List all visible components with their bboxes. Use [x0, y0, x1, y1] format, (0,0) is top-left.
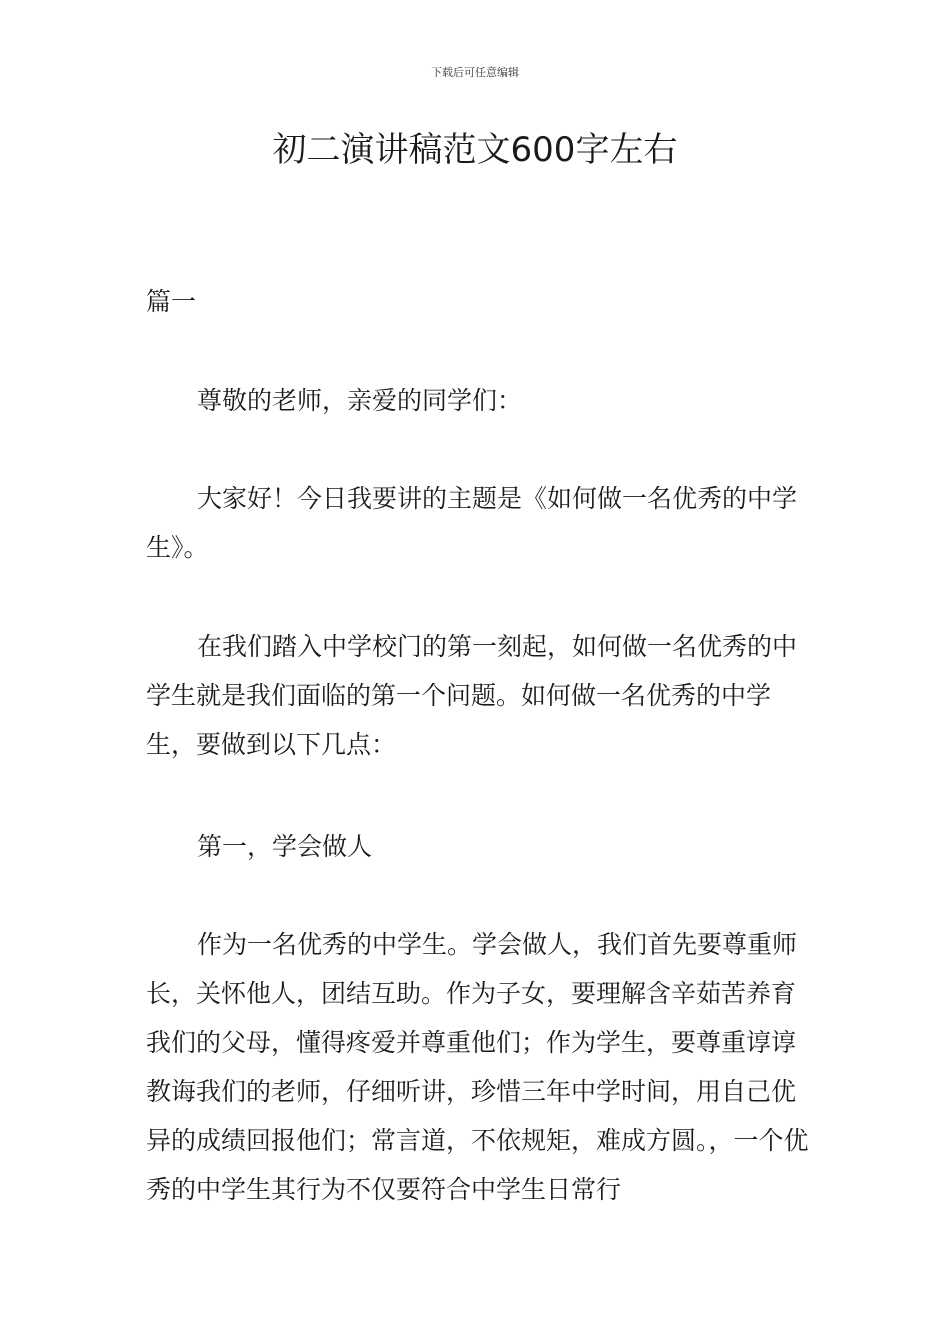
page-header-note: 下载后可任意编辑: [431, 66, 519, 79]
paragraph-body: 作为一名优秀的中学生。学会做人，我们首先要尊重师长，关怀他人，团结互助。作为子女，要理解含辛茹苦养育我们的父母，懂得疼爱并尊重他们；作为学生，要尊重谆谆教诲我们的老师，仔细听讲，珍惜三年中学时间，用自己优异的成绩回报他们；常言道，不依规矩，难成方圆。，一个优秀的中学生其行为不仅要符合中学生日常行: [146, 930, 809, 1204]
paragraph-greeting: 尊敬的老师，亲爱的同学们：: [197, 386, 523, 415]
paragraph-question: 在我们踏入中学校门的第一刻起，如何做一名优秀的中学生就是我们面临的第一个问题。如何做一名优秀的中学生，要做到以下几点：: [146, 632, 798, 759]
document-title: 初二演讲稿范文600字左右: [272, 130, 678, 170]
section-label: 篇一: [146, 287, 197, 316]
paragraph-point-one: 第一，学会做人: [197, 832, 373, 861]
paragraph-intro: 大家好！今日我要讲的主题是《如何做一名优秀的中学生》。: [146, 484, 798, 562]
